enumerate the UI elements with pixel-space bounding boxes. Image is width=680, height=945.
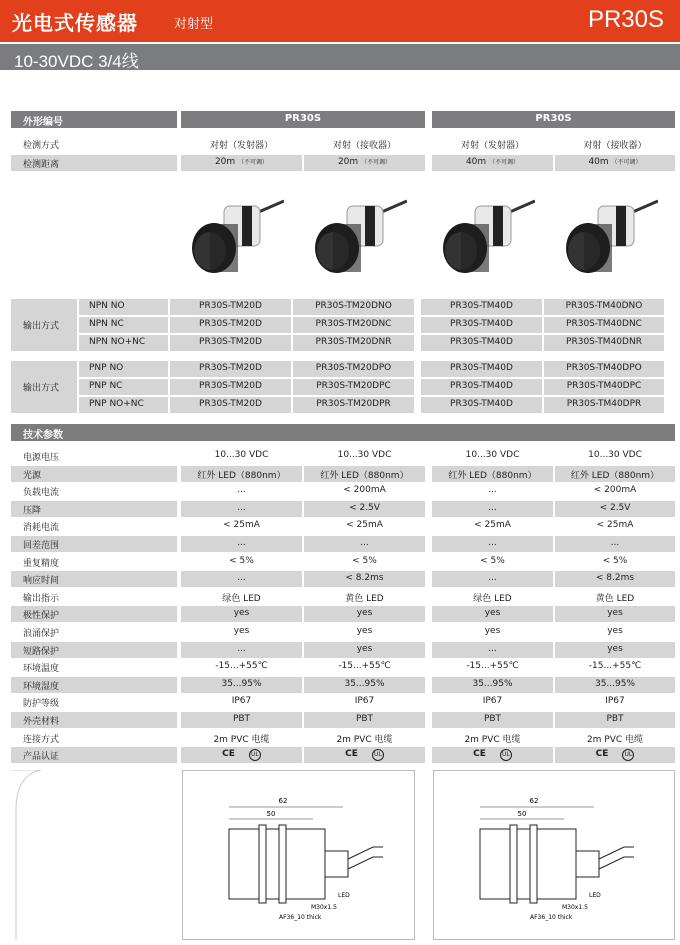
cell: ... <box>181 642 302 658</box>
header-bar <box>0 0 680 42</box>
cell: PBT <box>432 712 553 728</box>
page-subtitle: 对射型 <box>174 17 214 32</box>
cell: 黄色 LED <box>555 589 675 605</box>
row-key: 连接方式 <box>11 730 177 746</box>
tech-row <box>11 589 675 605</box>
cell <box>555 747 675 763</box>
cell <box>181 747 302 763</box>
cell: yes <box>555 624 675 640</box>
cell: yes <box>432 606 553 622</box>
row-key: 负载电流 <box>11 483 177 499</box>
output-type: NPN NO <box>79 299 168 315</box>
cell <box>432 747 553 763</box>
cell: yes <box>304 606 425 622</box>
cell: PR30S-TM20DPO <box>293 361 414 377</box>
cell: 2m PVC 电缆 <box>304 730 425 746</box>
cell: PR30S-TM40D <box>421 379 542 395</box>
tech-row <box>11 642 675 658</box>
drawing-svg <box>183 771 414 939</box>
cell: PR30S-TM40DNR <box>544 335 664 351</box>
output-row <box>79 299 675 315</box>
cell: PR30S-TM20DPC <box>293 379 414 395</box>
cell: PR30S-TM20D <box>170 397 291 413</box>
drawing-svg <box>434 771 674 939</box>
pnp-output-label: 输出方式 <box>11 361 77 413</box>
row-key: 短路保护 <box>11 642 177 658</box>
cell: 黄色 LED <box>304 589 425 605</box>
tech-row <box>11 659 675 675</box>
row-key: 防护等级 <box>11 694 177 710</box>
cell: < 2.5V <box>304 501 425 517</box>
output-type: PNP NO+NC <box>79 397 168 413</box>
cell: yes <box>181 624 302 640</box>
cell: PR30S-TM40DPC <box>544 379 664 395</box>
cell: -15...+55℃ <box>555 659 675 675</box>
cell: PR30S-TM20DNO <box>293 299 414 315</box>
cell: < 200mA <box>555 483 675 499</box>
nut-label: AF36_10 thick <box>530 914 573 921</box>
distance-note: （不可调） <box>489 159 520 166</box>
led-label: LED <box>589 892 601 899</box>
cell: < 5% <box>304 554 425 570</box>
row-key: 压降 <box>11 501 177 517</box>
sensor-photo <box>307 196 407 276</box>
cell: < 8.2ms <box>304 571 425 587</box>
cell: yes <box>555 642 675 658</box>
row-key: 环境湿度 <box>11 677 177 693</box>
dim-total: 62 <box>278 797 288 805</box>
cell: PBT <box>304 712 425 728</box>
row-key: 环境温度 <box>11 659 177 675</box>
spec-bar: 10-30VDC 3/4线 <box>0 44 680 70</box>
tech-section-header <box>11 424 675 441</box>
cell: ... <box>304 536 425 552</box>
cell: PR30S-TM20DNR <box>293 335 414 351</box>
tech-label: 技术参数 <box>11 424 675 441</box>
cell: -15...+55℃ <box>432 659 553 675</box>
thread-label: M30x1.5 <box>311 904 337 911</box>
tech-row <box>11 571 675 587</box>
row-key: 极性保护 <box>11 606 177 622</box>
cell: 35...95% <box>181 677 302 693</box>
cell: PR30S-TM40D <box>421 317 542 333</box>
cell: < 25mA <box>555 518 675 534</box>
output-type: NPN NC <box>79 317 168 333</box>
cell: 红外 LED（880nm） <box>432 466 553 482</box>
cell: < 200mA <box>304 483 425 499</box>
dimension-drawing-2 <box>433 770 675 940</box>
cell <box>304 155 425 171</box>
npn-output-label: 输出方式 <box>11 299 77 351</box>
dim-inner: 50 <box>266 810 276 818</box>
cell: PR30S-TM40DPR <box>544 397 664 413</box>
cell: < 8.2ms <box>555 571 675 587</box>
distance-value: 40m <box>588 157 609 167</box>
page-title: 光电式传感器 <box>12 11 138 35</box>
distance-note: （不可调） <box>238 159 269 166</box>
output-row <box>79 335 675 351</box>
cell: 绿色 LED <box>181 589 302 605</box>
cell <box>304 747 425 763</box>
cell: PR30S-TM20D <box>170 361 291 377</box>
output-row <box>79 397 675 413</box>
cell: PR30S-TM20DNC <box>293 317 414 333</box>
output-row <box>79 361 675 377</box>
row-key: 产品认证 <box>11 747 177 763</box>
shape-label: 外形编号 <box>11 111 177 128</box>
group-header-1: PR30S <box>181 111 425 128</box>
cell: PR30S-TM20D <box>170 335 291 351</box>
row-key: 电源电压 <box>11 448 177 464</box>
thread-label: M30x1.5 <box>562 904 588 911</box>
row-key: 检测距离 <box>11 155 177 171</box>
output-row <box>79 317 675 333</box>
cell: ... <box>432 571 553 587</box>
distance-value: 20m <box>214 157 236 167</box>
decorative-corner <box>11 770 177 940</box>
cell: ... <box>432 483 553 499</box>
cell: 35...95% <box>555 677 675 693</box>
ce-mark: CE <box>595 749 609 759</box>
cell: 对射（发射器） <box>181 136 302 152</box>
cell: PR30S-TM40DNC <box>544 317 664 333</box>
cell <box>555 155 675 171</box>
distance-value: 40m <box>465 157 487 167</box>
distance-note: （不可调） <box>361 159 392 166</box>
tech-row <box>11 606 675 622</box>
ce-mark: CE <box>473 749 486 759</box>
cell: PR30S-TM20DPR <box>293 397 414 413</box>
output-type: PNP NO <box>79 361 168 377</box>
tech-row <box>11 501 675 517</box>
cell: 红外 LED（880nm） <box>304 466 425 482</box>
cell: ... <box>432 642 553 658</box>
tech-row <box>11 712 675 728</box>
cell: 对射（接收器） <box>304 136 425 152</box>
cell: 10...30 VDC <box>555 448 675 464</box>
shape-section-header <box>11 111 675 128</box>
ul-mark: UL <box>622 749 634 761</box>
cell: 红外 LED（880nm） <box>555 466 675 482</box>
tech-row <box>11 677 675 693</box>
row-key: 消耗电流 <box>11 518 177 534</box>
cell: 绿色 LED <box>432 589 553 605</box>
cell: 2m PVC 电缆 <box>555 730 675 746</box>
tech-row <box>11 536 675 552</box>
row-key: 输出指示 <box>11 589 177 605</box>
cell: PR30S-TM40DPO <box>544 361 664 377</box>
cell: IP67 <box>555 694 675 710</box>
cell: PR30S-TM20D <box>170 317 291 333</box>
row-key: 外壳材料 <box>11 712 177 728</box>
distance-value: 20m <box>337 157 359 167</box>
cell: ... <box>432 501 553 517</box>
row-key: 检测方式 <box>11 136 177 152</box>
row-key: 重复精度 <box>11 554 177 570</box>
row-key: 响应时间 <box>11 571 177 587</box>
cell: ... <box>181 536 302 552</box>
cell: PR30S-TM20D <box>170 379 291 395</box>
output-row <box>79 379 675 395</box>
cell: PR30S-TM40D <box>421 335 542 351</box>
cell: 对射（发射器） <box>432 136 553 152</box>
cell: 35...95% <box>432 677 553 693</box>
cell: PR30S-TM40DNO <box>544 299 664 315</box>
cell: 10...30 VDC <box>304 448 425 464</box>
cell: PR30S-TM40D <box>421 361 542 377</box>
ul-mark: UL <box>372 749 384 761</box>
cell: < 5% <box>432 554 553 570</box>
sensor-photo <box>435 196 535 276</box>
detect-distance-row <box>11 155 675 171</box>
nut-label: AF36_10 thick <box>279 914 322 921</box>
detect-method-row <box>11 136 675 152</box>
cell: PR30S-TM40D <box>421 397 542 413</box>
sensor-photo <box>558 196 658 276</box>
tech-row <box>11 448 675 464</box>
cell: < 25mA <box>181 518 302 534</box>
tech-row <box>11 554 675 570</box>
cell: IP67 <box>181 694 302 710</box>
tech-row <box>11 694 675 710</box>
cell: yes <box>432 624 553 640</box>
tech-row <box>11 483 675 499</box>
cell: 10...30 VDC <box>432 448 553 464</box>
cell: yes <box>304 642 425 658</box>
cell: IP67 <box>432 694 553 710</box>
cell: 35...95% <box>304 677 425 693</box>
cell: 2m PVC 电缆 <box>181 730 302 746</box>
row-key: 回差范围 <box>11 536 177 552</box>
row-key: 浪涌保护 <box>11 624 177 640</box>
model-name: PR30S <box>587 6 664 33</box>
tech-row <box>11 466 675 482</box>
cell: ... <box>181 571 302 587</box>
cell: 对射（接收器） <box>555 136 675 152</box>
cell: ... <box>555 536 675 552</box>
cell: yes <box>304 624 425 640</box>
cell: ... <box>181 501 302 517</box>
ul-mark: UL <box>500 749 512 761</box>
output-type: PNP NC <box>79 379 168 395</box>
sensor-photo <box>184 196 284 276</box>
cell: 10...30 VDC <box>181 448 302 464</box>
tech-row <box>11 730 675 746</box>
cell: ... <box>432 536 553 552</box>
ce-mark: CE <box>345 749 358 759</box>
cell: < 25mA <box>304 518 425 534</box>
cell: -15...+55℃ <box>304 659 425 675</box>
group-header-2: PR30S <box>432 111 675 128</box>
cell: PR30S-TM40D <box>421 299 542 315</box>
output-type: NPN NO+NC <box>79 335 168 351</box>
cell: < 25mA <box>432 518 553 534</box>
cell: -15...+55℃ <box>181 659 302 675</box>
cell: < 5% <box>555 554 675 570</box>
cell: 2m PVC 电缆 <box>432 730 553 746</box>
cell: PBT <box>181 712 302 728</box>
cell <box>181 155 302 171</box>
cell: IP67 <box>304 694 425 710</box>
cell: ... <box>181 483 302 499</box>
cell: 红外 LED（880nm） <box>181 466 302 482</box>
ce-mark: CE <box>222 749 235 759</box>
distance-note: （不可调） <box>611 159 642 166</box>
dimension-drawing-1 <box>182 770 415 940</box>
led-label: LED <box>338 892 350 899</box>
dim-total: 62 <box>529 797 539 805</box>
tech-row <box>11 624 675 640</box>
cell <box>432 155 553 171</box>
tech-row <box>11 747 675 763</box>
cell: yes <box>555 606 675 622</box>
cell: < 2.5V <box>555 501 675 517</box>
ul-mark: UL <box>249 749 261 761</box>
cell: PR30S-TM20D <box>170 299 291 315</box>
cell: yes <box>181 606 302 622</box>
dim-inner: 50 <box>517 810 527 818</box>
tech-row <box>11 518 675 534</box>
cell: < 5% <box>181 554 302 570</box>
cell: PBT <box>555 712 675 728</box>
row-key: 光源 <box>11 466 177 482</box>
